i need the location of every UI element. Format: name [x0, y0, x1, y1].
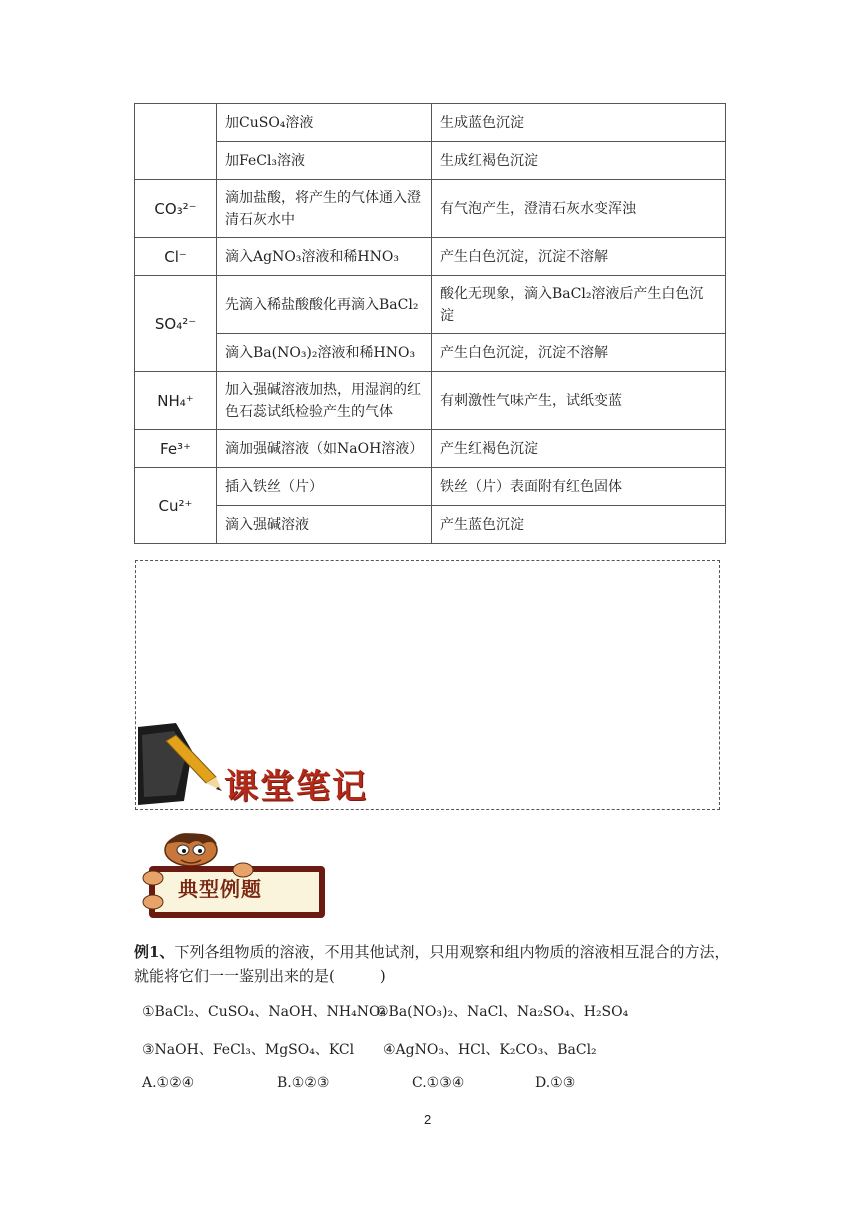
- ion-cell: Fe³⁺: [135, 430, 217, 468]
- phenomenon-cell: 生成蓝色沉淀: [432, 104, 726, 142]
- method-cell: 滴入AgNO₃溶液和稀HNO₃: [217, 238, 432, 276]
- question-stem: [134, 940, 734, 988]
- table-row: [135, 142, 726, 180]
- phenomenon-cell: 有气泡产生，澄清石灰水变浑浊: [432, 180, 726, 238]
- choice-b[interactable]: B.①②③: [277, 1075, 330, 1091]
- phenomenon-cell: 产生白色沉淀，沉淀不溶解: [432, 238, 726, 276]
- ion-cell-blank: [135, 104, 217, 180]
- group-option: ①BaCl₂、CuSO₄、NaOH、NH₄NO₃: [142, 1004, 387, 1020]
- notes-box[interactable]: [135, 560, 720, 810]
- ion-cell: Cl⁻: [135, 238, 217, 276]
- choice-a[interactable]: A.①②④: [142, 1075, 195, 1091]
- ion-cell: CO₃²⁻: [135, 180, 217, 238]
- phenomenon-cell: 铁丝（片）表面附有红色固体: [432, 468, 726, 506]
- ion-cell: SO₄²⁻: [135, 276, 217, 372]
- ion-cell: NH₄⁺: [135, 372, 217, 430]
- question-label: 例1、: [134, 943, 175, 961]
- choice-c[interactable]: C.①③④: [412, 1075, 465, 1091]
- table-row: [135, 104, 726, 142]
- table-row: [135, 276, 726, 334]
- phenomenon-cell: 酸化无现象，滴入BaCl₂溶液后产生白色沉淀: [432, 276, 726, 334]
- ion-test-table: [134, 103, 726, 544]
- ion-cell: Cu²⁺: [135, 468, 217, 544]
- table-row: [135, 468, 726, 506]
- phenomenon-cell: 产生蓝色沉淀: [432, 506, 726, 544]
- group-option: ②Ba(NO₃)₂、NaCl、Na₂SO₄、H₂SO₄: [376, 1004, 629, 1020]
- example-title: 典型例题: [178, 877, 262, 901]
- page-number: 2: [424, 1112, 432, 1127]
- method-cell: 加入强碱溶液加热，用湿润的红色石蕊试纸检验产生的气体: [217, 372, 432, 430]
- method-cell: 滴加强碱溶液（如NaOH溶液）: [217, 430, 432, 468]
- question-text: 下列各组物质的溶液，不用其他试剂，只用观察和组内物质的溶液相互混合的方法，就能将它们一一鉴别出来的是( ): [134, 943, 730, 985]
- table-row: [135, 180, 726, 238]
- phenomenon-cell: 有刺激性气味产生，试纸变蓝: [432, 372, 726, 430]
- method-cell: 加FeCl₃溶液: [217, 142, 432, 180]
- table-row: [135, 430, 726, 468]
- choice-d[interactable]: D.①③: [535, 1075, 576, 1091]
- phenomenon-cell: 产生红褐色沉淀: [432, 430, 726, 468]
- table-row: [135, 238, 726, 276]
- phenomenon-cell: 产生白色沉淀，沉淀不溶解: [432, 334, 726, 372]
- phenomenon-cell: 生成红褐色沉淀: [432, 142, 726, 180]
- method-cell: 加CuSO₄溶液: [217, 104, 432, 142]
- group-option: ③NaOH、FeCl₃、MgSO₄、KCl: [142, 1042, 355, 1058]
- method-cell: 滴加盐酸，将产生的气体通入澄清石灰水中: [217, 180, 432, 238]
- method-cell: 插入铁丝（片）: [217, 468, 432, 506]
- method-cell: 滴入Ba(NO₃)₂溶液和稀HNO₃: [217, 334, 432, 372]
- method-cell: 先滴入稀盐酸酸化再滴入BaCl₂: [217, 276, 432, 334]
- notes-title: 课堂笔记: [224, 767, 368, 807]
- table-row: [135, 334, 726, 372]
- group-option: ④AgNO₃、HCl、K₂CO₃、BaCl₂: [383, 1042, 597, 1058]
- table-row: [135, 506, 726, 544]
- method-cell: 滴入强碱溶液: [217, 506, 432, 544]
- table-row: [135, 372, 726, 430]
